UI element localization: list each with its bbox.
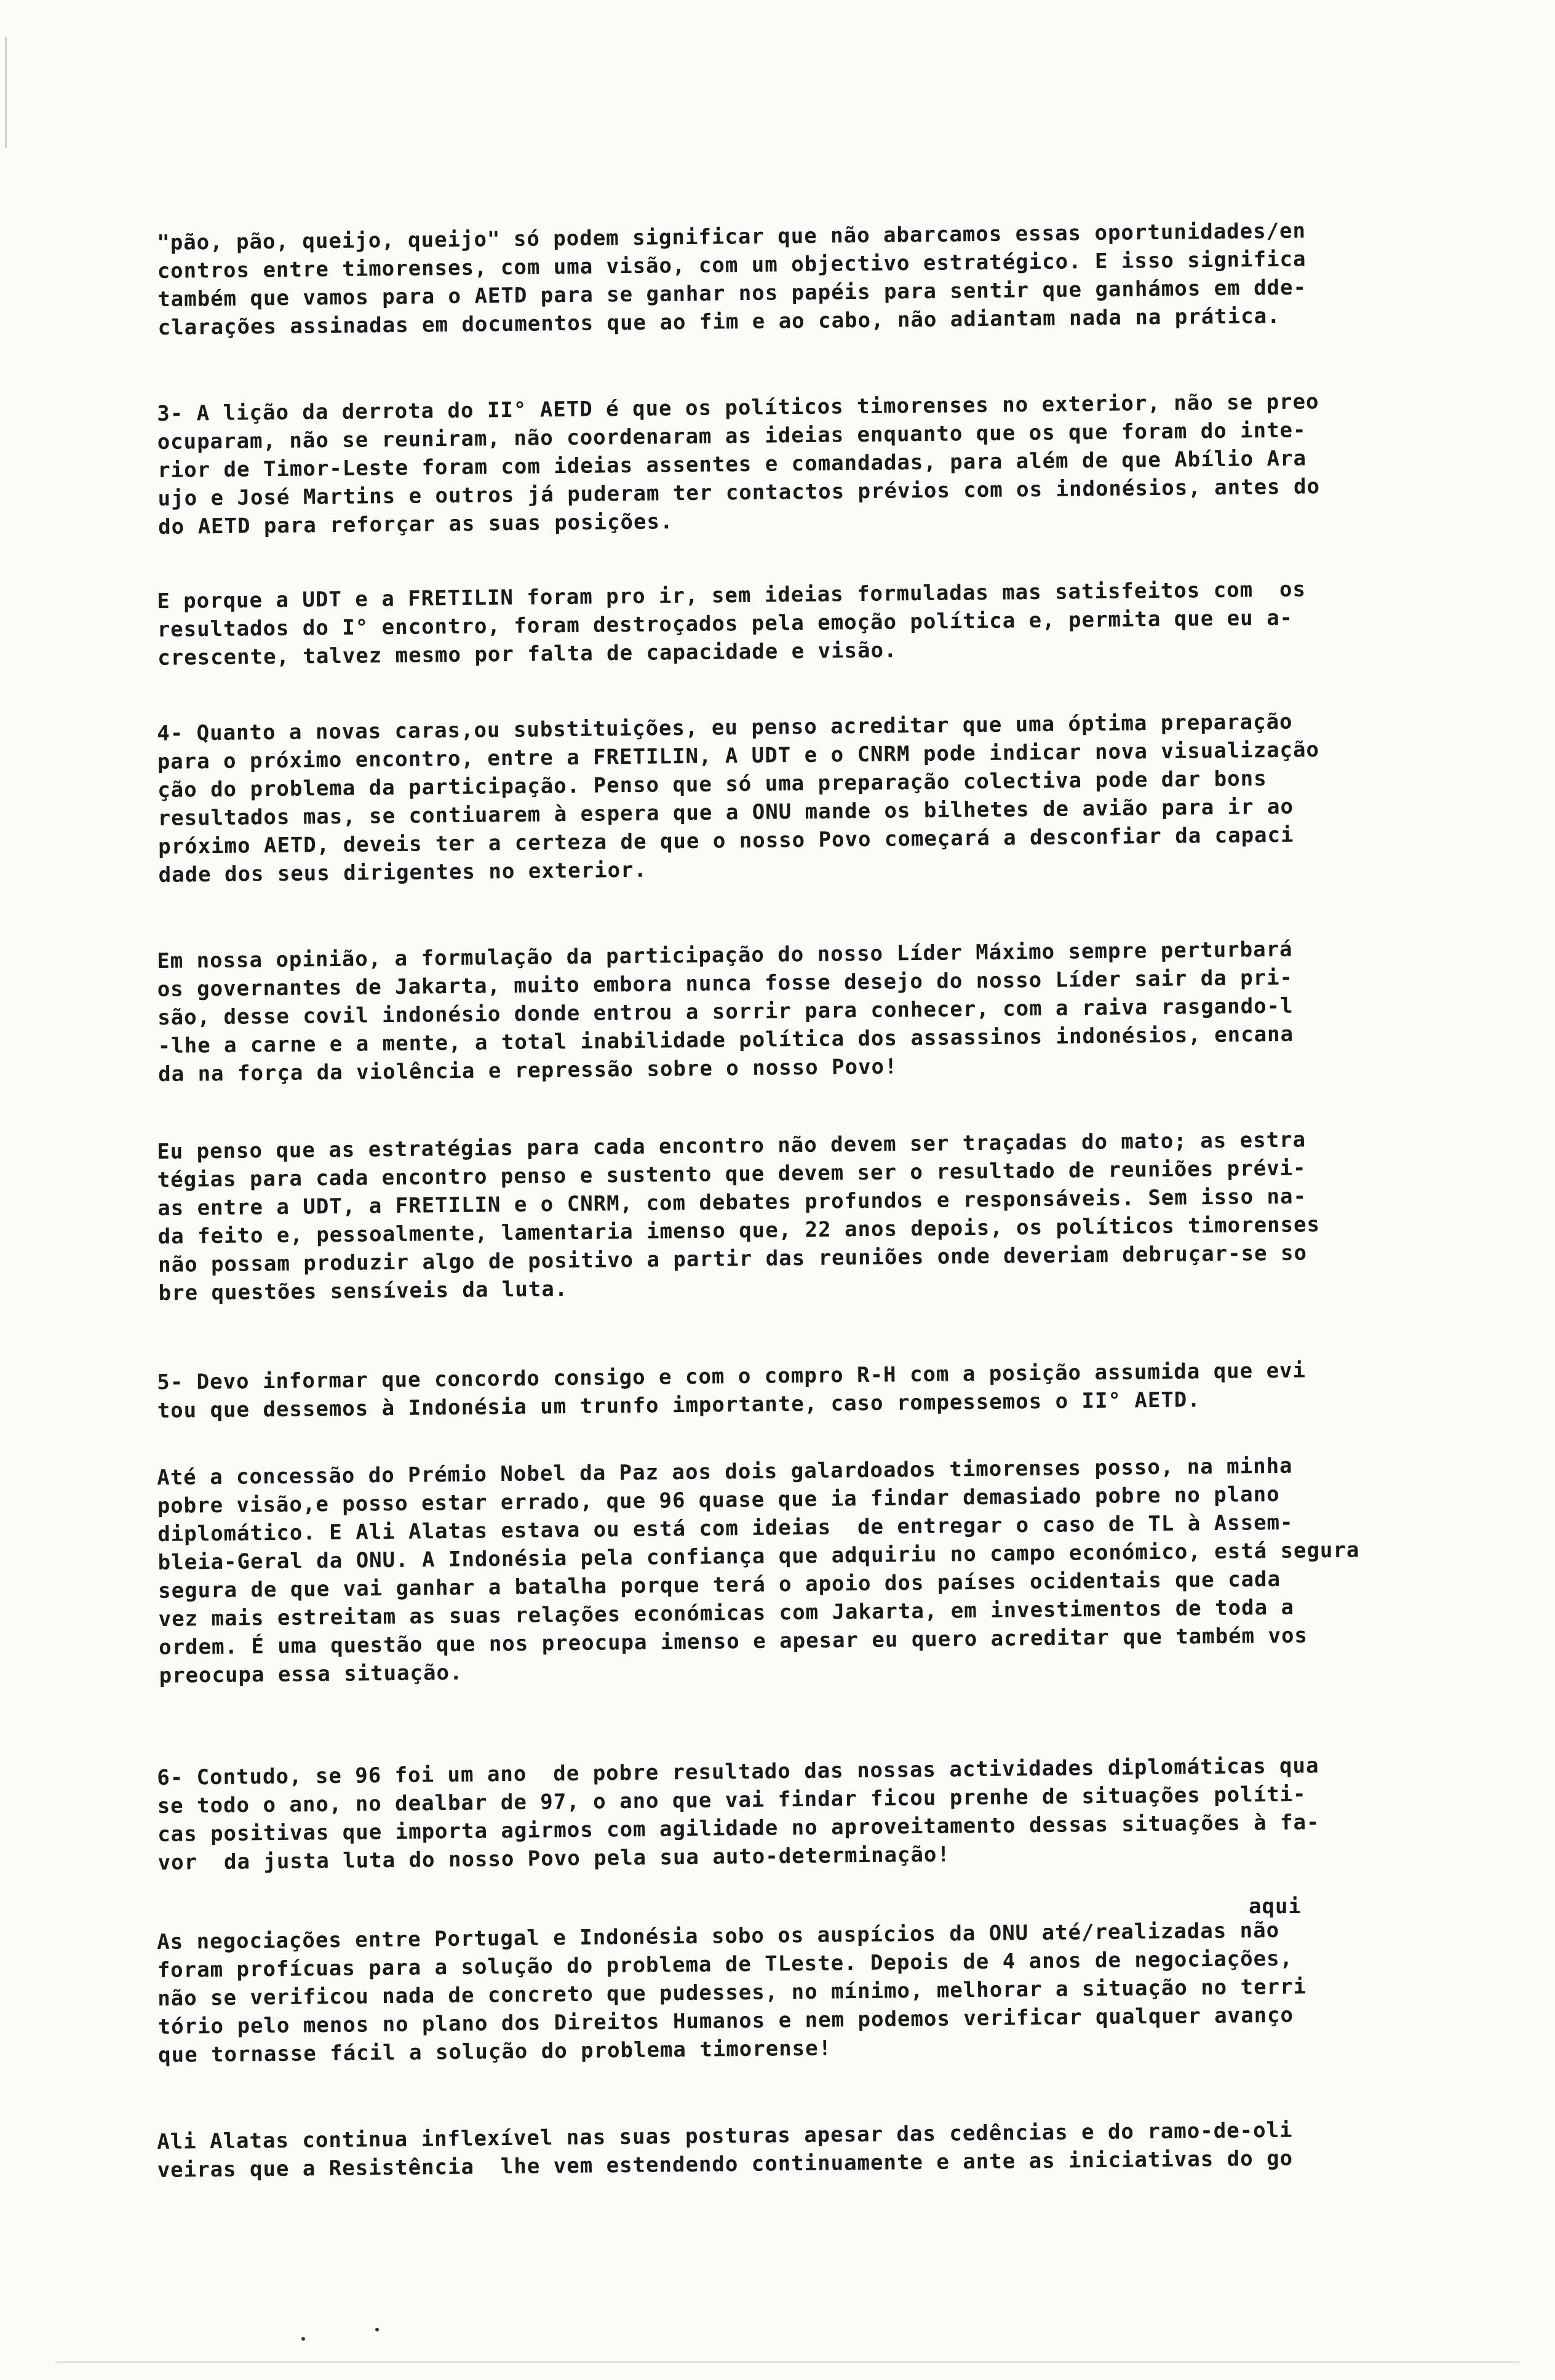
text-line: -lhe a carne e a mente, a total inabilidade política dos assassinos indonésios, encana (157, 1021, 1294, 1058)
text-line: veiras que a Resistência lhe vem estendendo continuamente e ante as iniciativas do go (157, 2146, 1294, 2183)
scan-edge-mark (5, 37, 7, 148)
text-line: se todo o ano, no dealbar de 97, o ano que vai findar ficou prenhe de situações políti- (157, 1782, 1306, 1819)
text-line: clarações assinadas em documentos que ao fim e ao cabo, não adiantam nada na prática. (157, 303, 1281, 340)
text-line: da feito e, pessoalmente, lamentaria imenso que, 22 anos depois, os políticos timorenses (157, 1212, 1321, 1249)
text-line: contros entre timorenses, com uma visão, com um objectivo estratégico. E isso significa (157, 247, 1306, 284)
text-line: vez mais estreitam as suas relações económicas com Jakarta, em investimentos de toda a (158, 1595, 1295, 1632)
paragraph-1 (157, 215, 1505, 342)
text-line: Ali Alatas continua inflexível nas suas posturas apesar das cedências e do ramo-de-oli (157, 2117, 1293, 2154)
paragraph-8 (157, 1450, 1506, 1690)
text-line: ordem. É uma questão que nos preocupa imenso e apesar eu quero acreditar que também vos (158, 1623, 1308, 1660)
scan-speck (301, 2337, 305, 2341)
text-line: ocuparam, não se reuniram, não coordenaram as ideias enquanto que os que foram do inte- (157, 418, 1306, 454)
paragraph-6 (157, 1124, 1506, 1307)
text-line: não possam produzir algo de positivo a partir das reuniões onde deveriam debruçar-se so (157, 1240, 1308, 1277)
text-line: resultados do I° encontro, foram destroçados pela emoção política e, permita que eu a- (157, 605, 1294, 642)
text-line: são, desse covil indonésio donde entrou a sorrir para conhecer, com a raiva rasgando-l (157, 993, 1294, 1030)
text-line: os governantes de Jakarta, muito embora nunca fosse desejo do nosso Líder sair da pri- (157, 965, 1294, 1002)
text-line: ujo e José Martins e outros já puderam ter contactos prévios com os indonésios, antes do (157, 474, 1321, 511)
text-line: bre questões sensíveis da luta. (158, 1277, 568, 1306)
paragraph-2 (157, 386, 1505, 541)
text-line: para o próximo encontro, entre a FRETILIN, A UDT e o CNRM pode indicar nova visualização (157, 737, 1320, 774)
text-line: do AETD para reforçar as suas posições. (157, 509, 674, 539)
text-line: 3- A lição da derrota do II° AETD é que os políticos timorenses no exterior, não se preo (157, 389, 1319, 426)
text-line: Eu penso que as estratégias para cada encontro não devem ser traçadas do mato; as estra (157, 1127, 1306, 1164)
insertion-note: aqui (1249, 1894, 1302, 1919)
text-line: tou que dessemos à Indonésia um trunfo importante, caso rompessemos o II° AETD. (157, 1387, 1201, 1423)
text-line: 6- Contudo, se 96 foi um ano de pobre resultado das nossas actividades diplomáticas qua (157, 1753, 1319, 1790)
text-line: Até a concessão do Prémio Nobel da Paz aos dois galardoados timorenses posso, na minha (157, 1453, 1293, 1490)
paragraph-3 (157, 573, 1505, 672)
text-line: E porque a UDT e a FRETILIN foram pro ir, sem ideias formuladas mas satisfeitos com os (157, 577, 1306, 614)
text-line: diplomático. E Ali Alatas estava ou está com ideias de entregar o caso de TL à Assem- (157, 1510, 1294, 1547)
scan-bottom-line (55, 2362, 1519, 2363)
text-line: tégias para cada encontro penso e sustento que devem ser o resultado de reuniões prévi- (157, 1156, 1306, 1192)
text-line: 4- Quanto a novas caras,ou substituições, eu penso acreditar que uma óptima preparação (157, 709, 1293, 746)
text-line: As negociações entre Portugal e Indonésia sobo os auspícios da ONU até/realizadas não (157, 1918, 1280, 1954)
text-line: "pão, pão, queijo, queijo" só podem significar que não abarcamos essas oportunidades/en (157, 218, 1306, 255)
text-line: segura de que vai ganhar a batalha porque terá o apoio dos países ocidentais que cada (157, 1566, 1281, 1603)
text-line: dade dos seus dirigentes no exterior. (158, 857, 648, 887)
paragraph-10 (157, 1914, 1505, 2069)
text-line: vor da justa luta do nosso Povo pela sua auto-determinação! (157, 1842, 951, 1875)
text-line: bleia-Geral da ONU. A Indonésia pela confiança que adquiriu no campo económico, está segura (157, 1537, 1360, 1575)
text-line: Em nossa opinião, a formulação da participação do nosso Líder Máximo sempre perturbará (157, 937, 1293, 974)
paragraph-9 (157, 1750, 1505, 1877)
text-line: próximo AETD, deveis ter a certeza de que o nosso Povo começará a desconfiar da capaci (157, 822, 1294, 859)
text-line: as entre a UDT, a FRETILIN e o CNRM, com debates profundos e responsáveis. Sem isso na- (157, 1184, 1307, 1221)
scan-speck (375, 2328, 379, 2331)
text-line: resultados mas, se contiuarem à espera que a ONU mande os bilhetes de avião para ir ao (157, 794, 1294, 831)
text-line: preocupa essa situação. (159, 1660, 463, 1688)
text-line: também que vamos para o AETD para se ganhar nos papéis para sentir que ganhámos em dde- (157, 275, 1307, 312)
text-line: tório pelo menos no plano dos Direitos Humanos e nem podemos verificar qualquer avanço (157, 2002, 1294, 2039)
paragraph-5 (157, 933, 1505, 1089)
text-line: ção do problema da participação. Penso que só uma preparação colectiva pode dar bons (157, 766, 1267, 803)
paragraph-4 (157, 705, 1506, 889)
text-line: que tornasse fácil a solução do problema timorense! (157, 2036, 832, 2068)
text-line: não se verificou nada de concreto que pudesses, no mínimo, melhorar a situação no terri (157, 1974, 1307, 2011)
text-line: crescente, talvez mesmo por falta de capacidade e visão. (157, 638, 897, 670)
text-line: foram profícuas para a solução do problema de TLeste. Depois de 4 anos de negociações, (157, 1946, 1294, 1983)
text-line: da na força da violência e repressão sobre o nosso Povo! (157, 1054, 898, 1087)
text-line: 5- Devo informar que concordo consigo e com o compro R-H com a posição assumida que evi (157, 1358, 1306, 1395)
paragraph-7 (157, 1354, 1505, 1425)
text-line: rior de Timor-Leste foram com ideias assentes e comandadas, para além de que Abílio Ara (157, 446, 1307, 483)
text-line: pobre visão,e posso estar errado, que 96 quase que ia findar demasiado pobre no plano (157, 1482, 1280, 1518)
paragraph-11 (157, 2114, 1505, 2184)
text-line: cas positivas que importa agirmos com agilidade no aproveitamento dessas situações à fa- (157, 1810, 1320, 1847)
